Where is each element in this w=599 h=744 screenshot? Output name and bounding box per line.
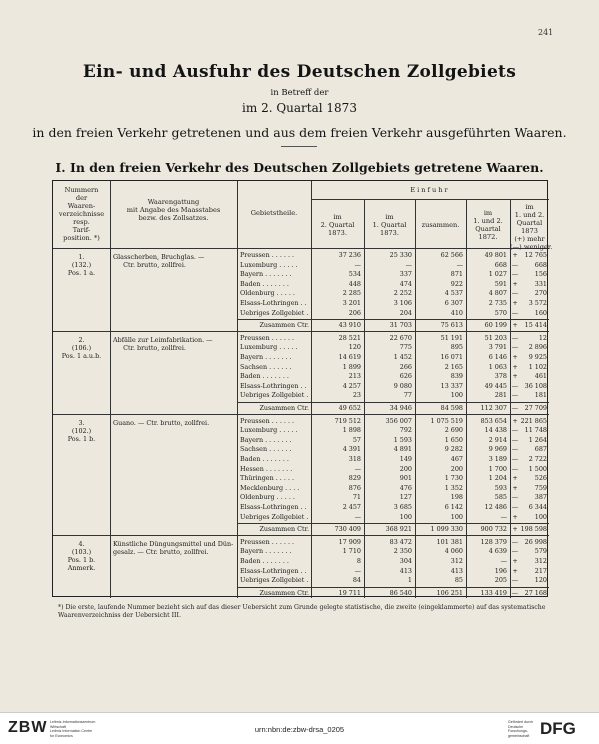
value-diff: 1 500 — [528, 464, 547, 473]
total-label: Zusammen Ctr. — [259, 588, 309, 597]
value-q1: 127 — [399, 493, 412, 502]
value-total: 1 650 — [444, 435, 463, 444]
diff-sign: — — [511, 289, 519, 298]
value-q1: 476 — [399, 483, 412, 492]
value-q1: 3 685 — [393, 503, 412, 511]
value-prev: 1 204 — [488, 474, 507, 483]
value-diff: 1 102 — [528, 362, 547, 371]
value-q1: 2 252 — [393, 289, 412, 298]
region-name: Uebriges Zollgebiet . — [240, 391, 309, 400]
diff-sign: + — [512, 416, 518, 425]
region-name: Luxemburg . . . . . — [240, 426, 298, 435]
value-q1: 9 080 — [393, 381, 412, 390]
einfuhr-rule — [311, 199, 549, 200]
total-rule — [237, 523, 549, 524]
value-prev: 4 639 — [488, 547, 507, 556]
group-rule — [53, 535, 549, 536]
group-rule — [53, 414, 549, 415]
value-prev: 593 — [494, 483, 507, 492]
value-q1: 413 — [399, 566, 412, 575]
value-diff: 3 572 — [528, 299, 547, 307]
value-diff: 100 — [534, 512, 547, 521]
value-q2: 448 — [348, 279, 361, 288]
header-diff: im 1. und 2. Quartal 1873 (+) mehr (—) weniger. — [510, 203, 553, 251]
region-name: Elsass-Lothringen . . — [240, 503, 307, 511]
value-q2: 14 619 — [338, 353, 361, 361]
diff-sign: — — [511, 381, 519, 390]
value-diff: 9 925 — [528, 353, 547, 361]
value-prev: 1 700 — [488, 464, 507, 473]
total-sign: — — [511, 404, 519, 412]
value-q1: 77 — [403, 391, 412, 400]
total-q2: 49 652 — [338, 404, 361, 412]
total-prev: 112 307 — [480, 404, 507, 412]
value-q2: 1 710 — [342, 547, 361, 556]
total-diff: 27 709 — [524, 404, 547, 412]
value-q1: 3 106 — [393, 299, 412, 307]
value-diff: 217 — [534, 566, 547, 575]
value-q1: — — [405, 260, 412, 269]
diff-sign: + — [512, 372, 518, 381]
value-q1: 4 891 — [393, 445, 412, 454]
value-q2: 84 — [352, 576, 361, 585]
group-number: 4. (103.) Pos. 1 b. Anmerk. — [67, 539, 96, 572]
value-diff: 461 — [534, 372, 547, 381]
value-q1: 149 — [399, 455, 412, 463]
value-total: 16 071 — [440, 353, 463, 361]
region-name: Uebriges Zollgebiet . — [240, 308, 309, 317]
value-total: 410 — [450, 308, 463, 317]
value-q1: 266 — [399, 362, 412, 371]
urn-label: urn:nbn:de:zbw-drsa_0205 — [254, 725, 345, 734]
diff-sign: — — [511, 426, 519, 435]
value-prev: 6 146 — [488, 353, 507, 361]
value-diff: 12 765 — [524, 251, 547, 259]
region-name: Preussen . . . . . . — [240, 333, 295, 342]
header-gebiet: Gebietstheile. — [250, 209, 298, 217]
value-prev: 14 438 — [484, 426, 507, 435]
diff-sign: + — [512, 362, 518, 371]
value-q2: 71 — [352, 493, 361, 502]
total-rule — [237, 587, 549, 588]
value-prev: 853 654 — [480, 416, 507, 425]
value-q2: 23 — [352, 391, 361, 400]
value-q1: 2 350 — [393, 547, 412, 556]
subtitle-line-1: in Betreff der — [270, 88, 329, 98]
value-q1: 304 — [399, 557, 412, 565]
region-name: Luxemburg . . . . . — [240, 260, 298, 269]
value-diff: 2 722 — [528, 455, 547, 463]
region-name: Elsass-Lothringen . . — [240, 299, 307, 307]
value-q1: 1 — [407, 576, 412, 585]
total-prev: 900 732 — [480, 525, 507, 534]
total-diff: 198 598 — [520, 525, 547, 534]
value-q1: 337 — [399, 270, 412, 279]
value-q2: — — [354, 566, 361, 575]
diff-sign: — — [511, 343, 519, 352]
total-rule — [237, 319, 549, 320]
value-total: 895 — [450, 343, 463, 352]
commodity-name: Künstliche Düngungsmittel und Dün- gesalz. — Ctr. brutto, zollfrei. — [113, 539, 234, 556]
total-label: Zusammen Ctr. — [259, 525, 309, 534]
total-q1: 31 703 — [389, 321, 412, 330]
value-diff: 26 998 — [524, 537, 547, 546]
region-name: Uebriges Zollgebiet . — [240, 576, 309, 585]
value-q1: 25 330 — [389, 251, 412, 259]
value-diff: 526 — [534, 474, 547, 483]
value-prev: 196 — [494, 566, 507, 575]
value-q1: 356 007 — [385, 416, 412, 425]
value-diff: 11 748 — [524, 426, 547, 435]
region-name: Luxemburg . . . . . — [240, 343, 298, 352]
total-q2: 43 910 — [338, 321, 361, 330]
value-prev: 585 — [494, 493, 507, 502]
region-name: Baden . . . . . . . — [240, 557, 289, 565]
value-total: 312 — [450, 557, 463, 565]
diff-sign: + — [512, 279, 518, 288]
value-total: 9 282 — [444, 445, 463, 454]
header-q1: im 1. Quartal 1873. — [372, 213, 407, 237]
value-diff: 331 — [534, 279, 547, 288]
commodity-name: Glasscherben, Bruchglas. — Ctr. brutto, zollfrei. — [113, 253, 205, 269]
value-q1: 204 — [399, 308, 412, 317]
value-total: — — [456, 260, 463, 269]
diff-sign: — — [511, 547, 519, 556]
value-q2: 2 457 — [342, 503, 361, 511]
value-diff: 1 264 — [528, 435, 547, 444]
value-prev: 668 — [494, 260, 507, 269]
region-name: Preussen . . . . . . — [240, 251, 295, 259]
value-prev: 49 801 — [484, 251, 507, 259]
value-prev: 570 — [494, 308, 507, 317]
subtitle-line-3: in den freien Verkehr getretenen und aus dem freien Verkehr ausgeführten Waaren. — [32, 125, 567, 140]
value-q2: — — [354, 260, 361, 269]
value-diff: 181 — [534, 391, 547, 400]
value-q2: 3 201 — [342, 299, 361, 307]
diff-sign: + — [512, 483, 518, 492]
value-total: 2 690 — [444, 426, 463, 435]
value-q1: 775 — [399, 343, 412, 352]
total-sign: — — [511, 588, 519, 597]
value-q2: 57 — [352, 435, 361, 444]
diff-sign: — — [511, 435, 519, 444]
region-name: Elsass-Lothringen . . — [240, 381, 307, 390]
value-q2: 534 — [348, 270, 361, 279]
total-prev: 60 199 — [484, 321, 507, 330]
value-prev: — — [500, 512, 507, 521]
region-name: Preussen . . . . . . — [240, 416, 295, 425]
dfg-logo: DFG — [540, 719, 576, 738]
value-q2: 1 899 — [342, 362, 361, 371]
group-number: 2. (106.) Pos. 1 a.u.b. — [61, 335, 102, 360]
value-q2: 719 512 — [334, 416, 361, 425]
diff-sign: — — [511, 493, 519, 502]
value-q2: 8 — [356, 557, 361, 565]
total-q1: 368 921 — [385, 525, 412, 534]
total-total: 84 598 — [440, 404, 463, 412]
diff-sign: — — [511, 445, 519, 454]
value-q2: 37 236 — [338, 251, 361, 259]
diff-sign: — — [511, 333, 519, 342]
value-diff: 759 — [534, 483, 547, 492]
total-prev: 133 419 — [480, 588, 507, 597]
total-diff: 15 414 — [524, 321, 547, 330]
value-q2: 28 521 — [338, 333, 361, 342]
region-name: Oldenburg . . . . . — [240, 493, 295, 502]
value-prev: 2 735 — [488, 299, 507, 307]
region-name: Mecklenburg . . . . — [240, 483, 300, 492]
region-name: Baden . . . . . . . — [240, 372, 289, 381]
commodity-name: Abfälle zur Leimfabrikation. — Ctr. brutto, zollfrei. — [113, 335, 213, 352]
total-total: 106 251 — [436, 588, 463, 597]
diff-sign: — — [511, 308, 519, 317]
region-name: Bayern . . . . . . . — [240, 435, 292, 444]
value-q1: 200 — [399, 464, 412, 473]
value-total: 922 — [450, 279, 463, 288]
value-diff: 687 — [534, 445, 547, 454]
value-q2: 17 909 — [338, 537, 361, 546]
value-prev: 51 203 — [484, 333, 507, 342]
header-rule — [53, 248, 549, 249]
value-total: 51 191 — [440, 333, 463, 342]
total-sign: + — [512, 321, 518, 330]
value-q2: 2 285 — [342, 289, 361, 298]
value-prev: 591 — [494, 279, 507, 288]
value-total: 413 — [450, 566, 463, 575]
region-name: Bayern . . . . . . . — [240, 270, 292, 279]
value-q1: 792 — [399, 426, 412, 435]
value-q2: — — [354, 512, 361, 521]
diff-sign: + — [512, 474, 518, 483]
value-diff: 120 — [534, 576, 547, 585]
value-q2: 206 — [348, 308, 361, 317]
diff-sign: — — [511, 260, 519, 269]
dfg-text: Gefördert durch Deutsche Forschungs- gemeinschaft — [508, 720, 534, 738]
diff-sign: — — [511, 270, 519, 279]
value-total: 2 165 — [444, 362, 463, 371]
header-q2: im 2. Quartal 1873. — [320, 213, 355, 237]
footer-bar — [0, 712, 599, 744]
value-q2: 876 — [348, 483, 361, 492]
value-diff: 160 — [534, 308, 547, 317]
total-label: Zusammen Ctr. — [259, 321, 309, 330]
total-q1: 34 946 — [389, 404, 412, 412]
region-name: Baden . . . . . . . — [240, 455, 289, 463]
value-total: 1 730 — [444, 474, 463, 483]
value-prev: 3 791 — [488, 343, 507, 352]
group-rule — [53, 331, 549, 332]
value-diff: 2 896 — [528, 343, 547, 352]
value-total: 6 307 — [444, 299, 463, 307]
value-total: 85 — [454, 576, 463, 585]
region-name: Sachsen . . . . . . — [240, 445, 292, 454]
value-q2: 1 898 — [342, 426, 361, 435]
value-q1: 22 670 — [389, 333, 412, 342]
value-q2: 4 391 — [342, 445, 361, 454]
value-q1: 1 452 — [393, 353, 412, 361]
total-q1: 86 540 — [389, 588, 412, 597]
value-prev: 205 — [494, 576, 507, 585]
value-q2: 120 — [348, 343, 361, 352]
value-diff: 6 344 — [528, 503, 547, 511]
total-label: Zusammen Ctr. — [259, 404, 309, 412]
value-total: 467 — [450, 455, 463, 463]
value-prev: 1 063 — [488, 362, 507, 371]
group-number: 1. (132.) Pos. 1 a. — [67, 253, 96, 277]
region-name: Sachsen . . . . . . — [240, 362, 292, 371]
value-q2: 4 257 — [342, 381, 361, 390]
value-total: 4 060 — [444, 547, 463, 556]
value-diff: 221 865 — [520, 416, 547, 425]
value-q2: 829 — [348, 474, 361, 483]
value-total: 100 — [450, 512, 463, 521]
diff-sign: — — [511, 464, 519, 473]
value-total: 200 — [450, 464, 463, 473]
value-q1: 83 472 — [389, 537, 412, 546]
total-q2: 730 409 — [334, 525, 361, 534]
value-total: 1 352 — [444, 483, 463, 492]
diff-sign: — — [511, 455, 519, 463]
value-prev: 128 379 — [480, 537, 507, 546]
diff-sign: — — [511, 537, 519, 546]
diff-sign: + — [512, 512, 518, 521]
diff-sign: — — [511, 503, 519, 511]
value-diff: 312 — [534, 557, 547, 565]
region-name: Preussen . . . . . . — [240, 537, 295, 546]
value-q2: 318 — [348, 455, 361, 463]
diff-sign: + — [512, 299, 518, 307]
value-q1: 474 — [399, 279, 412, 288]
region-name: Bayern . . . . . . . — [240, 353, 292, 361]
trade-table — [52, 180, 553, 597]
header-zusammen: zusammen. — [421, 221, 460, 229]
value-prev: 1 027 — [488, 270, 507, 279]
value-total: 839 — [450, 372, 463, 381]
total-total: 1 099 330 — [430, 525, 463, 534]
value-total: 4 537 — [444, 289, 463, 298]
value-q2: 213 — [348, 372, 361, 381]
total-total: 75 613 — [440, 321, 463, 330]
value-total: 1 075 519 — [430, 416, 463, 425]
commodity-name: Guano. — Ctr. brutto, zollfrei. — [113, 418, 210, 427]
value-total: 198 — [450, 493, 463, 502]
total-diff: 27 168 — [524, 588, 547, 597]
page-number: 241 — [538, 28, 554, 37]
value-prev: 378 — [494, 372, 507, 381]
region-name: Baden . . . . . . . — [240, 279, 289, 288]
value-q1: 626 — [399, 372, 412, 381]
region-name: Oldenburg . . . . . — [240, 289, 295, 298]
zbw-logo: ZBW — [8, 719, 48, 736]
region-name: Thüringen . . . . . — [240, 474, 295, 483]
header-einfuhr: Einfuhr — [410, 186, 450, 194]
value-total: 13 337 — [440, 381, 463, 390]
value-prev: 4 807 — [488, 289, 507, 298]
value-total: 101 381 — [436, 537, 463, 546]
region-name: Uebriges Zollgebiet . — [240, 512, 309, 521]
value-diff: 12 — [538, 333, 547, 342]
total-rule — [237, 402, 549, 403]
total-q2: 19 711 — [338, 588, 361, 597]
group-number: 3. (102.) Pos. 1 b. — [67, 418, 96, 443]
subtitle-line-2: im 2. Quartal 1873 — [242, 101, 357, 115]
value-q2: — — [354, 464, 361, 473]
diff-sign: + — [512, 557, 518, 565]
header-q12: im 1. und 2. Quartal 1872. — [473, 209, 503, 241]
value-q1: 1 593 — [393, 435, 412, 444]
value-diff: 270 — [534, 289, 547, 298]
value-total: 62 566 — [440, 251, 463, 259]
value-prev: 3 189 — [488, 455, 507, 463]
diff-sign: + — [512, 251, 518, 259]
value-diff: 579 — [534, 547, 547, 556]
region-name: Hessen . . . . . . . — [240, 464, 293, 473]
section-title: I. In den freien Verkehr des Deutschen Zollgebiets getretene Waaren. — [55, 160, 544, 175]
value-prev: — — [500, 557, 507, 565]
region-name: Bayern . . . . . . . — [240, 547, 292, 556]
value-q1: 100 — [399, 512, 412, 521]
footnote: *) Die erste, laufende Nummer bezieht sich auf das dieser Uebersicht zum Grunde gelegte statistische, die zweite (eingeklammerte) auf das systematische Waarenverzeichniss der Uebersicht III. — [58, 604, 546, 619]
diff-sign: + — [512, 353, 518, 361]
value-total: 6 142 — [444, 503, 463, 511]
zbw-text: Leibniz-Informationszentrum Wirtschaft Leibniz Information Centre for Economics — [50, 720, 96, 738]
value-diff: 668 — [534, 260, 547, 269]
diff-sign: + — [512, 566, 518, 575]
value-prev: 2 914 — [488, 435, 507, 444]
value-diff: 156 — [534, 270, 547, 279]
diff-sign: — — [511, 391, 519, 400]
region-name: Elsass-Lothringen . . — [240, 566, 307, 575]
value-prev: 49 445 — [484, 381, 507, 390]
value-prev: 12 486 — [484, 503, 507, 511]
page-title: Ein- und Ausfuhr des Deutschen Zollgebiets — [82, 62, 517, 82]
diff-sign: — — [511, 576, 519, 585]
value-prev: 9 969 — [488, 445, 507, 454]
title-rule — [281, 146, 317, 147]
total-sign: + — [512, 525, 518, 534]
value-total: 100 — [450, 391, 463, 400]
header-ware: Waarengattung mit Angabe des Maasstabes bezw. des Zollsatzes. — [126, 198, 221, 222]
value-q1: 901 — [399, 474, 412, 483]
header-nr: Nummern der Waaren- verzeichnisse resp. Tarif- position. *) — [58, 186, 105, 242]
value-total: 871 — [450, 270, 463, 279]
value-diff: 36 108 — [524, 381, 547, 390]
value-prev: 281 — [494, 391, 507, 400]
value-diff: 387 — [534, 493, 547, 502]
